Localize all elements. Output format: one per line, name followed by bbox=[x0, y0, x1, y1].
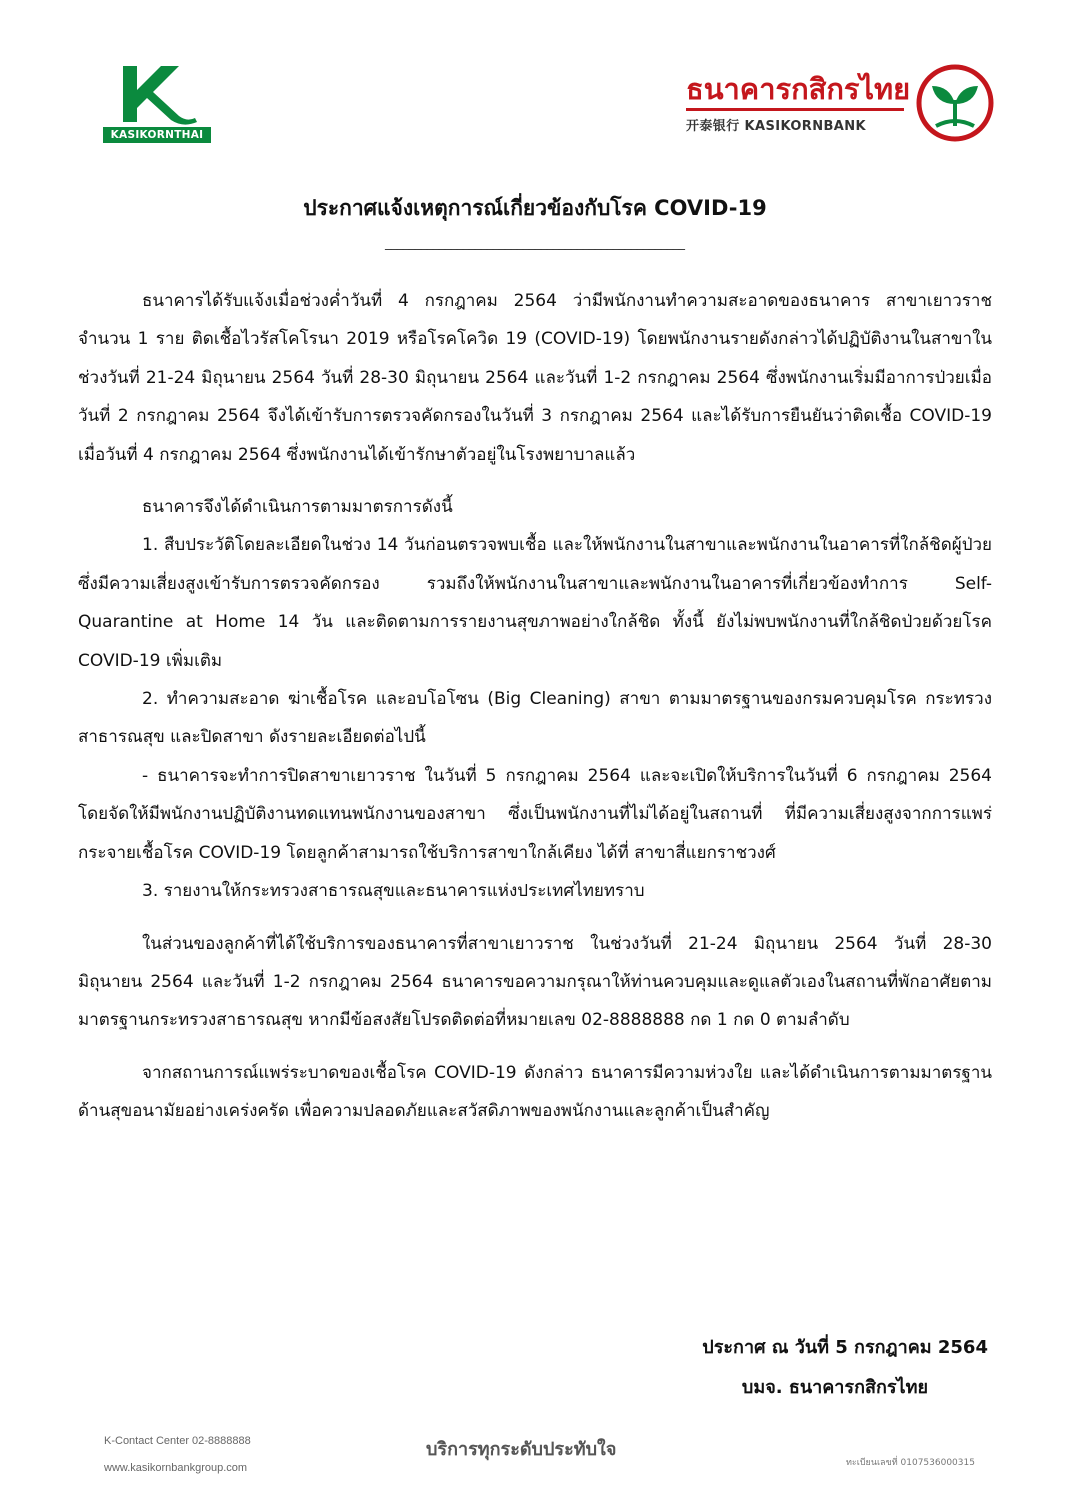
announcement-title: ประกาศแจ้งเหตุการณ์เกี่ยวข้องกับโรค COVID-19 bbox=[303, 196, 767, 220]
kasikornthai-logo bbox=[103, 64, 211, 146]
measure-item-2-detail: - ธนาคารจะทำการปิดสาขาเยาวราช ในวันที่ 5 กรกฎาคม 2564 และจะเปิดให้บริการในวันที่ 6 กรกฎาคม 2564 โดยจัดให้มีพนักงานปฏิบัติงานทดแทนพนักงานของสาขา ซึ่งเป็นพนักงานที่ไม่ได้อยู่ในสถานที่ ที่มีความเสี่ยงสูงจากการแพร่กระจายเชื้อโรค COVID-19 โดยลูกค้าสามารถใช้บริการสาขาใกล้เคียง ได้ที่ สาขาสี่แยกราชวงศ์ bbox=[78, 765, 992, 863]
measure-item-3: 3. รายงานให้กระทรวงสาธารณสุขและธนาคารแห่งประเทศไทยทราบ bbox=[142, 881, 645, 902]
bank-name-thai: ธนาคารกสิกรไทย bbox=[686, 72, 911, 106]
title-divider: __________________________________________________ bbox=[385, 236, 685, 250]
paragraph-customers: ในส่วนของลูกค้าที่ได้ใช้บริการของธนาคารที่สาขาเยาวราช ในช่วงวันที่ 21-24 มิถุนายน 2564 วันที่ 28-30 มิถุนายน 2564 และวันที่ 1-2 กรกฎาคม 2564 ธนาคารขอความกรุณาให้ท่านควบคุมและดูแลตัวเองในสถานที่พักอาศัยตามมาตรฐานกระทรวงสาธารณสุข หากมีข้อสงสัยโปรดติดต่อที่หมายเลข 02-8888888 กด 1 กด 0 ตามลำดับ bbox=[78, 933, 992, 1031]
announcement-date: ประกาศ ณ วันที่ 5 กรกฎาคม 2564 bbox=[702, 1337, 988, 1358]
rice-sprout-emblem-icon bbox=[916, 64, 994, 142]
bank-name-english: 开泰银行 KASIKORNBANK bbox=[686, 119, 867, 134]
footer-slogan: บริการทุกระดับประทับใจ bbox=[426, 1439, 617, 1460]
issuing-organization: บมจ. ธนาคารกสิกรไทย bbox=[741, 1377, 928, 1398]
kasikornthai-label: KASIKORNTHAI bbox=[103, 127, 211, 143]
measure-item-1: 1. สืบประวัติโดยละเอียดในช่วง 14 วันก่อนตรวจพบเชื้อ และให้พนักงานในสาขาและพนักงานในอาคารที่ใกล้ชิดผู้ป่วยซึ่งมีความเสี่ยงสูงเข้ารับการตรวจคัดกรอง รวมถึงให้พนักงานในสาขาและพนักงานในอาคารที่เกี่ยวข้องทำการ Self-Quarantine at Home 14 วัน และติดตามการรายงานสุขภาพอย่างใกล้ชิด ทั้งนี้ ยังไม่พบพนักงานที่ใกล้ชิดป่วยด้วยโรค COVID-19 เพิ่มเติม bbox=[78, 535, 992, 671]
contact-center: K-Contact Center 02-8888888 bbox=[104, 1435, 251, 1447]
footer-contact-block bbox=[104, 1428, 251, 1482]
paragraph-closing: จากสถานการณ์แพร่ระบาดของเชื้อโรค COVID-19 ดังกล่าว ธนาคารมีความห่วงใย และได้ดำเนินการตามมาตรฐานด้านสุขอนามัยอย่างเคร่งครัด เพื่อความปลอดภัยและสวัสดิภาพของพนักงานและลูกค้าเป็นสำคัญ bbox=[78, 1062, 992, 1122]
kasikornbank-logo bbox=[686, 60, 996, 150]
website-link[interactable]: www.kasikornbankgroup.com bbox=[104, 1462, 248, 1474]
k-letter-icon bbox=[117, 64, 199, 126]
paragraph-measures-intro: ธนาคารจึงได้ดำเนินการตามมาตรการดังนี้ bbox=[142, 497, 453, 518]
signature-block bbox=[560, 1328, 990, 1408]
paragraph-incident: ธนาคารได้รับแจ้งเมื่อช่วงค่ำวันที่ 4 กรกฎาคม 2564 ว่ามีพนักงานทำความสะอาดของธนาคาร สาขาเยาวราช จำนวน 1 ราย ติดเชื้อไวรัสโคโรนา 2019 หรือโรคโควิด 19 (COVID-19) โดยพนักงานรายดังกล่าวได้ปฏิบัติงานในสาขาในช่วงวันที่ 21-24 มิถุนายน 2564 วันที่ 28-30 มิถุนายน 2564 และวันที่ 1-2 กรกฎาคม 2564 ซึ่งพนักงานเริ่มมีอาการป่วยเมื่อวันที่ 2 กรกฎาคม 2564 จึงได้เข้ารับการตรวจคัดกรองในวันที่ 3 กรกฎาคม 2564 และได้รับการยืนยันว่าติดเชื้อ COVID-19 เมื่อวันที่ 4 กรกฎาคม 2564 ซึ่งพนักงานได้เข้ารักษาตัวอยู่ในโรงพยาบาลแล้ว bbox=[78, 291, 992, 465]
logo-underline bbox=[686, 108, 904, 111]
announcement-body bbox=[78, 282, 992, 1131]
measure-item-2: 2. ทำความสะอาด ฆ่าเชื้อโรค และอบโอโซน (Big Cleaning) สาขา ตามมาตรฐานของกรมควบคุมโรค กระทรวงสาธารณสุข และปิดสาขา ดังรายละเอียดต่อไปนี้ bbox=[78, 689, 992, 748]
registration-number: ทะเบียนเลขที่ 0107536000315 bbox=[846, 1458, 975, 1468]
